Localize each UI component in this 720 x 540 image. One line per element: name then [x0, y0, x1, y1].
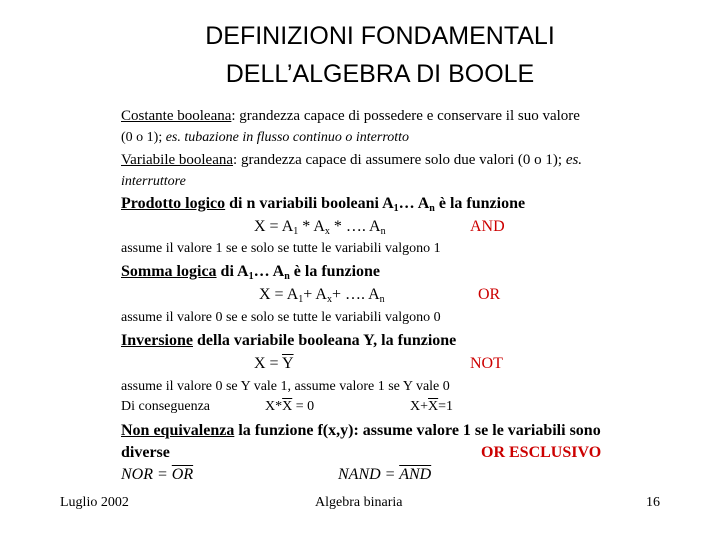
somma-formula-sub1: 1	[298, 294, 304, 305]
nonequivalenza-term: Non equivalenza	[121, 422, 235, 439]
inversione-description: assume il valore 0 se Y vale 1, assume valore 1 se Y vale 0	[121, 379, 450, 394]
variabile-def-italic: es.	[565, 152, 583, 168]
somma-subn: n	[284, 271, 290, 282]
inversione-consequence-and	[265, 399, 314, 415]
variabile-example: interruttore	[121, 174, 186, 189]
costante-line2-plain: (0 o 1);	[121, 130, 166, 145]
somma-definition	[121, 263, 380, 282]
inversione-term: Inversione	[121, 332, 193, 349]
costante-term: Costante booleana	[121, 108, 232, 124]
prodotto-text3: è la funzione	[434, 195, 526, 212]
nand-formula	[338, 466, 431, 484]
nonequivalenza-line2: diverse	[121, 444, 170, 461]
prodotto-operator: AND	[470, 218, 505, 235]
slide-title-line1: DEFINIZIONI FONDAMENTALI	[205, 22, 555, 50]
cons-f2b: =1	[438, 399, 454, 414]
inversione-formula-bar: $\overline{Y}$	[281, 355, 294, 372]
inversione-operator: NOT	[470, 355, 503, 372]
prodotto-formula-a: X = A	[254, 218, 294, 235]
prodotto-description: assume il valore 1 se e solo se tutte le variabili valgono 1	[121, 241, 441, 256]
somma-sub1: 1	[248, 271, 254, 282]
inversione-formula-a: X =	[254, 355, 282, 372]
costante-line2-italic: es. tubazione in flusso continuo o interrotto	[165, 130, 410, 145]
prodotto-formula-subx: x	[324, 226, 330, 237]
footer-date: Luglio 2002	[60, 495, 129, 510]
prodotto-sub1: 1	[393, 203, 399, 214]
prodotto-text1: di n variabili booleani A	[225, 195, 394, 212]
nonequivalenza-definition	[121, 422, 601, 440]
somma-formula-b: + A	[303, 286, 327, 303]
prodotto-formula	[254, 218, 386, 237]
nand-bar: $\overline{AND}$	[399, 466, 432, 483]
prodotto-formula-c: * …. A	[329, 218, 381, 235]
inversione-definition	[121, 332, 456, 350]
prodotto-formula-subn: n	[380, 226, 386, 237]
cons-f1b: = 0	[292, 399, 315, 414]
inversione-formula	[254, 355, 294, 373]
nand-a: NAND =	[338, 466, 400, 483]
nonequivalenza-operator: OR ESCLUSIVO	[481, 444, 602, 461]
variabile-term: Variabile booleana	[121, 152, 234, 168]
variabile-definition	[121, 152, 582, 169]
somma-text1: di A	[216, 263, 249, 280]
somma-formula-a: X = A	[259, 286, 299, 303]
somma-formula-subx: x	[326, 294, 332, 305]
slide-title-line2: DELL’ALGEBRA DI BOOLE	[225, 60, 535, 88]
variabile-def: : grandezza capace di assumere solo due valori (0 o 1);	[233, 152, 566, 168]
costante-definition	[121, 108, 580, 125]
footer-page-number: 16	[646, 495, 660, 510]
prodotto-formula-sub1: 1	[293, 226, 299, 237]
somma-operator: OR	[478, 286, 501, 303]
cons-f2a: X+	[410, 399, 429, 414]
costante-example	[121, 130, 409, 146]
somma-formula-subn: n	[379, 294, 385, 305]
cons-f1bar: $\overline{X}$	[282, 399, 293, 414]
somma-text3: è la funzione	[289, 263, 381, 280]
inversione-consequence-or	[410, 399, 453, 415]
somma-term: Somma logica	[121, 263, 217, 280]
somma-description: assume il valore 0 se e solo se tutte le variabili valgono 0	[121, 310, 441, 325]
inversione-text: della variabile booleana Y, la funzione	[193, 332, 457, 349]
prodotto-formula-b: * A	[298, 218, 325, 235]
somma-text2: … A	[253, 263, 285, 280]
costante-def: : grandezza capace di possedere e conservare il suo valore	[231, 108, 580, 124]
prodotto-definition	[121, 195, 525, 214]
prodotto-text2: … A	[398, 195, 430, 212]
prodotto-term: Prodotto logico	[121, 195, 226, 212]
footer-title: Algebra binaria	[315, 495, 403, 510]
cons-f1a: X*	[265, 399, 283, 414]
nor-formula	[121, 466, 193, 484]
somma-formula	[259, 286, 385, 305]
nonequivalenza-text: la funzione f(x,y): assume valore 1 se le variabili sono	[234, 422, 601, 439]
somma-formula-c: + …. A	[331, 286, 380, 303]
prodotto-subn: n	[429, 203, 435, 214]
nor-a: NOR =	[121, 466, 172, 483]
nor-bar: $\overline{OR}$	[171, 466, 194, 483]
inversione-consequence-label: Di conseguenza	[121, 399, 211, 414]
cons-f2bar: $\overline{X}$	[428, 399, 439, 414]
